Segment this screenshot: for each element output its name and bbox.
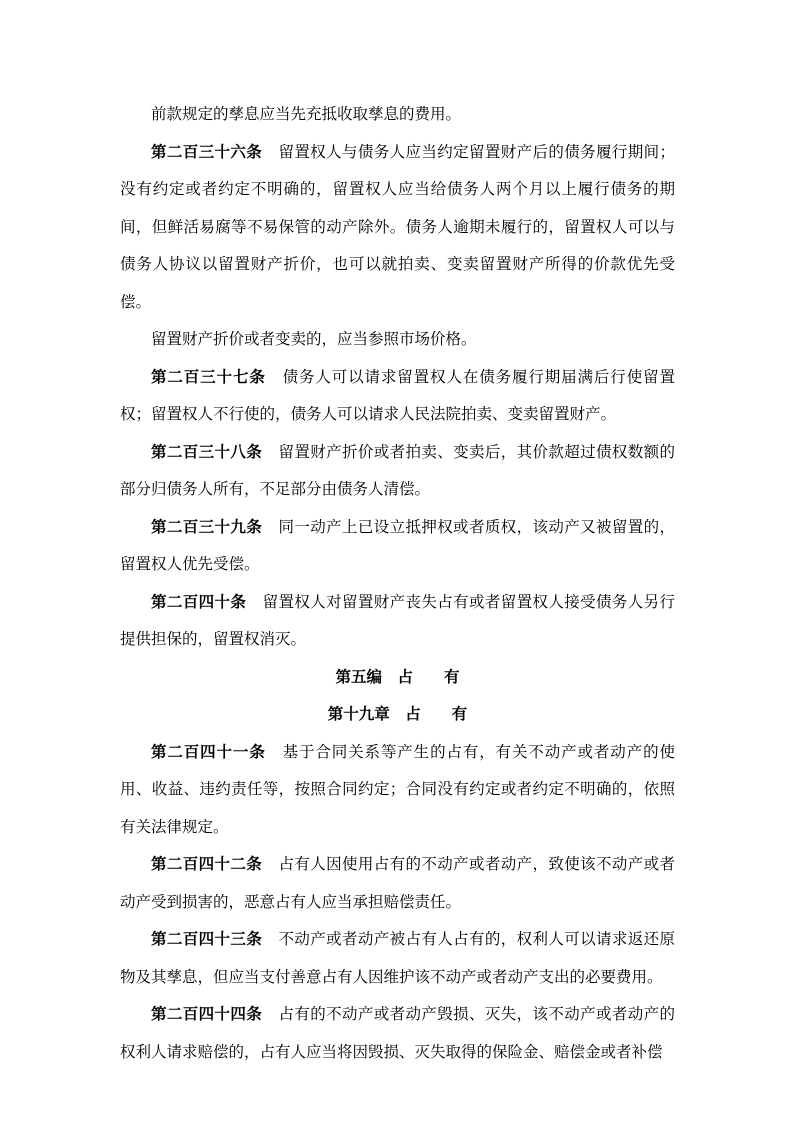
article-238 [120,434,675,509]
document-page [120,96,675,1071]
article-237 [120,359,675,434]
article-242 [120,846,675,921]
part-heading: 第五编 占 有 [335,667,460,686]
article-text: 基于合同关系等产生的占有，有关不动产或者动产的使用、收益、违约责任等，按照合同约定；合同没有约定或者约定不明确的，依照有关法律规定。 [120,742,675,836]
paragraph-text: 留置财产折价或者变卖的，应当参照市场价格。 [151,330,477,348]
article-240 [120,584,675,659]
article-text: 留置财产折价或者拍卖、变卖后，其价款超过债权数额的部分归债务人所有，不足部分由债务人清偿。 [120,442,675,498]
article-text: 同一动产上已设立抵押权或者质权，该动产又被留置的，留置权人优先受偿。 [120,517,675,573]
article-number: 第二百三十八条 [151,442,263,461]
article-243 [120,921,675,996]
article-244 [120,996,675,1071]
article-text: 债务人可以请求留置权人在债务履行期届满后行使留置权；留置权人不行使的，债务人可以请求人民法院拍卖、变卖留置财产。 [120,367,675,423]
paragraph-text: 前款规定的孳息应当先充抵收取孳息的费用。 [151,105,462,123]
article-text: 留置权人对留置财产丧失占有或者留置权人接受债务人另行提供担保的，留置权消灭。 [120,592,675,648]
article-text: 不动产或者动产被占有人占有的，权利人可以请求返还原物及其孳息，但应当支付善意占有人因维护该不动产或者动产支出的必要费用。 [120,930,675,986]
article-236 [120,134,675,322]
article-number: 第二百三十七条 [151,367,266,386]
article-text: 占有人因使用占有的不动产或者动产，致使该不动产或者动产受到损害的，恶意占有人应当承担赔偿责任。 [120,855,675,911]
article-number: 第二百四十四条 [151,1005,263,1023]
article-241 [120,734,675,847]
paragraph-2 [120,321,675,359]
article-number: 第二百四十二条 [151,855,263,873]
article-text: 占有的不动产或者动产毁损、灭失，该不动产或者动产的权利人请求赔偿的，占有人应当将因毁损、灭失取得的保险金、赔偿金或者补偿 [120,1005,675,1061]
article-number: 第二百四十三条 [151,930,263,948]
article-text: 留置权人与债务人应当约定留置财产后的债务履行期间；没有约定或者约定不明确的，留置权人应当给债务人两个月以上履行债务的期间，但鲜活易腐等不易保管的动产除外。债务人逾期未履行的，留置权人可以与债务人协议以留置财产折价，也可以就拍卖、变卖留置财产所得的价款优先受偿。 [120,142,675,311]
article-number: 第二百四十一条 [151,742,266,761]
article-239 [120,509,675,584]
article-number: 第二百三十六条 [151,142,263,161]
article-number: 第二百四十条 [151,592,247,611]
article-number: 第二百三十九条 [151,517,263,536]
paragraph-0 [120,96,675,134]
chapter-heading: 第十九章 占 有 [327,705,468,723]
